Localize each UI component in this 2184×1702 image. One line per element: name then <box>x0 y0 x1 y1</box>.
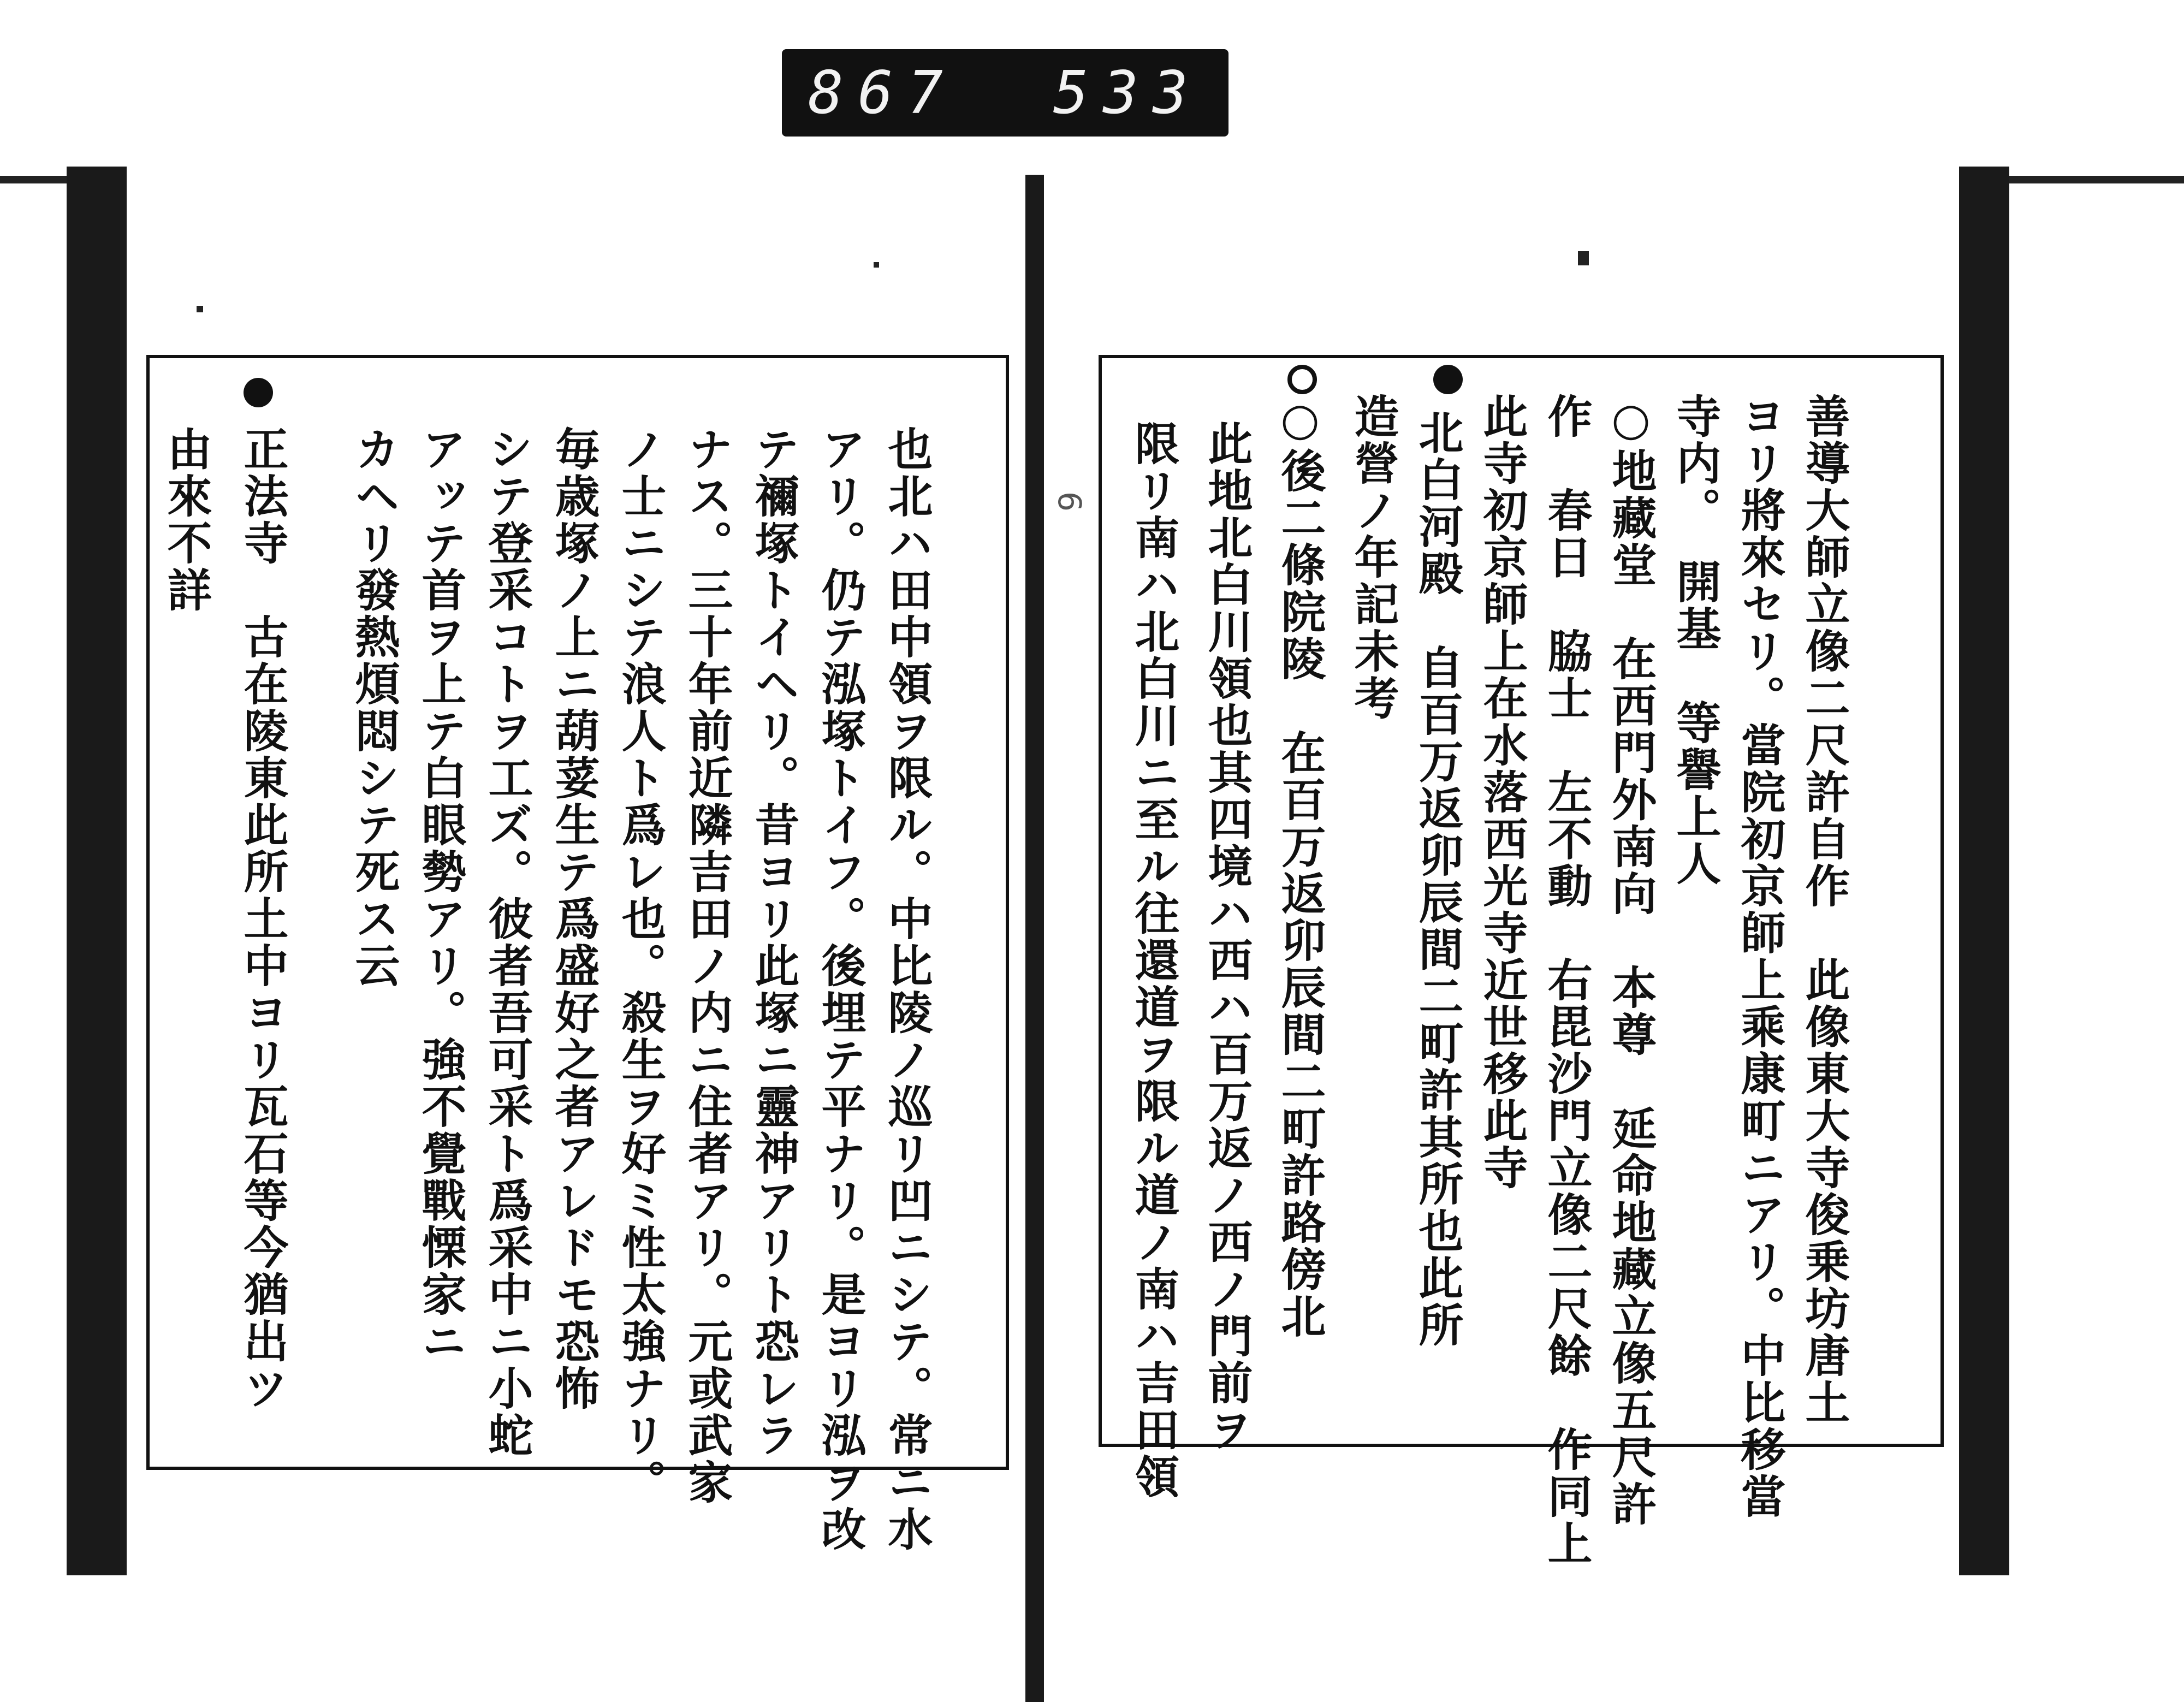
plate-right-number: 533 <box>1053 58 1202 127</box>
bullet-dot <box>244 378 273 407</box>
bullet-dot <box>1433 365 1463 394</box>
scan-speck <box>874 262 879 268</box>
left-col-3: テ禰塚トイヘリ。昔ヨリ此塚ニ靈神アリト恐レラ <box>747 426 800 1459</box>
left-col-2: アリ。仍テ泓塚トイフ。後埋テ平ナリ。是ヨリ泓ヲ改 <box>814 426 867 1553</box>
left-col-10: 正法寺 古在陵東此所土中ヨリ瓦石等今猶出ツ <box>236 426 289 1412</box>
right-col-8: 造營ノ年記未考 <box>1347 393 1399 722</box>
right-col-6: 此寺初京師上在水落西光寺近世移此寺 <box>1476 393 1528 1191</box>
right-col-1: 善導大師立像二尺許自作 此像東大寺俊乗坊唐土 <box>1798 393 1850 1426</box>
left-book-edge <box>67 167 127 1575</box>
left-col-4: ナス。三十年前近隣吉田ノ内ニ住者アリ。元或武家 <box>681 426 733 1506</box>
left-col-5: ノ士ニシテ浪人ト爲レ也。殺生ヲ好ミ性太強ナリ。 <box>614 426 667 1506</box>
right-col-5: 作 春日 脇士 左不動 右毘沙門立像二尺餘 作同上 <box>1540 393 1593 1567</box>
right-col-2: ヨリ將來セリ。當院初京師上乘康町ニアリ。中比移當 <box>1734 393 1786 1520</box>
right-col-3: 寺内。 開基 等譽上人 <box>1669 393 1722 887</box>
left-col-11: 由來不詳 <box>160 426 212 614</box>
bullet-circle <box>1287 365 1317 394</box>
plate-left-number: 867 <box>808 58 958 127</box>
left-col-8: アッテ首ヲ上テ白眼勢アリ。強不覺戰慄家ニ <box>414 426 467 1365</box>
right-col-9: ○後二條院陵 在百万返卯辰間二町許路傍北 <box>1274 393 1326 1340</box>
left-col-9: カヘリ發熱煩悶シテ死ス云 <box>348 426 400 989</box>
right-col-4: ○地藏堂 在西門外南向 本尊 延命地藏立像五尺許 <box>1605 393 1657 1528</box>
book-spine <box>1025 175 1044 1702</box>
right-col-10: 此地北白川領也其四境ハ西ハ百万返ノ西ノ門前ヲ <box>1201 420 1253 1454</box>
left-col-7: シテ登采コトヲ工ズ。彼者吾可采ト爲采中ニ小蛇 <box>481 426 533 1459</box>
left-col-6: 毎歳塚ノ上ニ葫荽生テ爲盛好之者アレドモ恐怖 <box>548 426 600 1412</box>
archive-id-plate <box>782 49 1228 137</box>
right-col-11: 限リ南ハ北白川ニ至ル往還道ヲ限ル道ノ南ハ吉田領 <box>1127 420 1180 1501</box>
scan-speck <box>1578 251 1589 265</box>
right-col-7: 北白河殿 自百万返卯辰間二町許其所也此所 <box>1411 410 1464 1349</box>
right-book-edge <box>1959 167 2009 1575</box>
margin-note: 6 <box>1051 491 1088 512</box>
scan-speck <box>197 306 203 312</box>
left-col-1: 也北ハ田中領ヲ限ル。中比陵ノ巡リ凹ニシテ。常ニ水 <box>881 426 933 1553</box>
